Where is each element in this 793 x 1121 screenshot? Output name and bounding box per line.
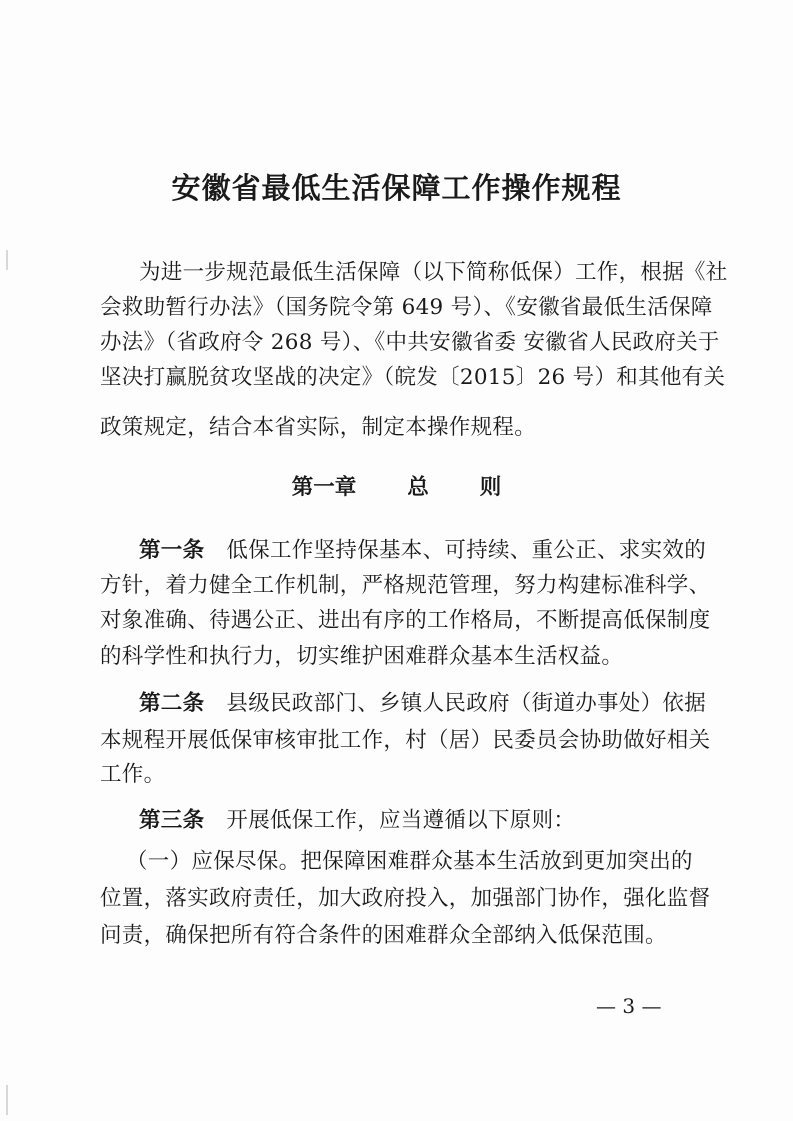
article-first-line <box>139 688 706 720</box>
chapter-heading: 第一章 总 则 <box>291 475 502 500</box>
article-first-line <box>139 805 575 837</box>
intro-line: 会救助暂行办法》（国务院令第 649 号）、《安徽省最低生活保障 <box>100 295 713 320</box>
article-line: 方针，着力健全工作机制，严格规范管理，努力构建标准科学、 <box>100 573 711 598</box>
intro-line: 政策规定，结合本省实际，制定本操作规程。 <box>100 415 537 440</box>
article-line: 对象准确、待遇公正、进出有序的工作格局，不断提高低保制度 <box>100 608 711 633</box>
page-number: — 3 — <box>596 994 662 1018</box>
intro-line: 办法》（省政府令 268 号）、《中共安徽省委 安徽省人民政府关于 <box>100 330 720 355</box>
article-first-line <box>139 535 706 567</box>
article-text: 县级民政部门、乡镇人民政府（街道办事处）依据 <box>226 691 707 716</box>
intro-line: 为进一步规范最低生活保障（以下简称低保）工作，根据《社 <box>139 260 728 285</box>
article-text: 开展低保工作，应当遵循以下原则： <box>226 808 576 833</box>
principle-first-line: （一）应保尽保。把保障困难群众基本生活放到更加突出的 <box>126 849 693 874</box>
scan-edge-mark <box>6 1085 8 1115</box>
intro-line: 坚决打赢脱贫攻坚战的决定》（皖发〔2015〕26 号）和其他有关 <box>100 365 726 390</box>
article-text: 低保工作坚持保基本、可持续、重公正、求实效的 <box>226 538 707 563</box>
principle-line: 问责，确保把所有符合条件的困难群众全部纳入低保范围。 <box>100 923 667 948</box>
document-title: 安徽省最低生活保障工作操作规程 <box>171 171 622 205</box>
article-label: 第一条 <box>139 538 205 563</box>
article-label: 第三条 <box>139 808 205 833</box>
article-label: 第二条 <box>139 691 205 716</box>
article-line: 的科学性和执行力，切实维护困难群众基本生活权益。 <box>100 644 624 669</box>
article-line: 工作。 <box>100 762 166 787</box>
scan-edge-mark <box>6 250 8 270</box>
article-line: 本规程开展低保审核审批工作，村（居）民委员会协助做好相关 <box>100 728 711 753</box>
principle-line: 位置，落实政府责任，加大政府投入，加强部门协作，强化监督 <box>100 886 711 911</box>
